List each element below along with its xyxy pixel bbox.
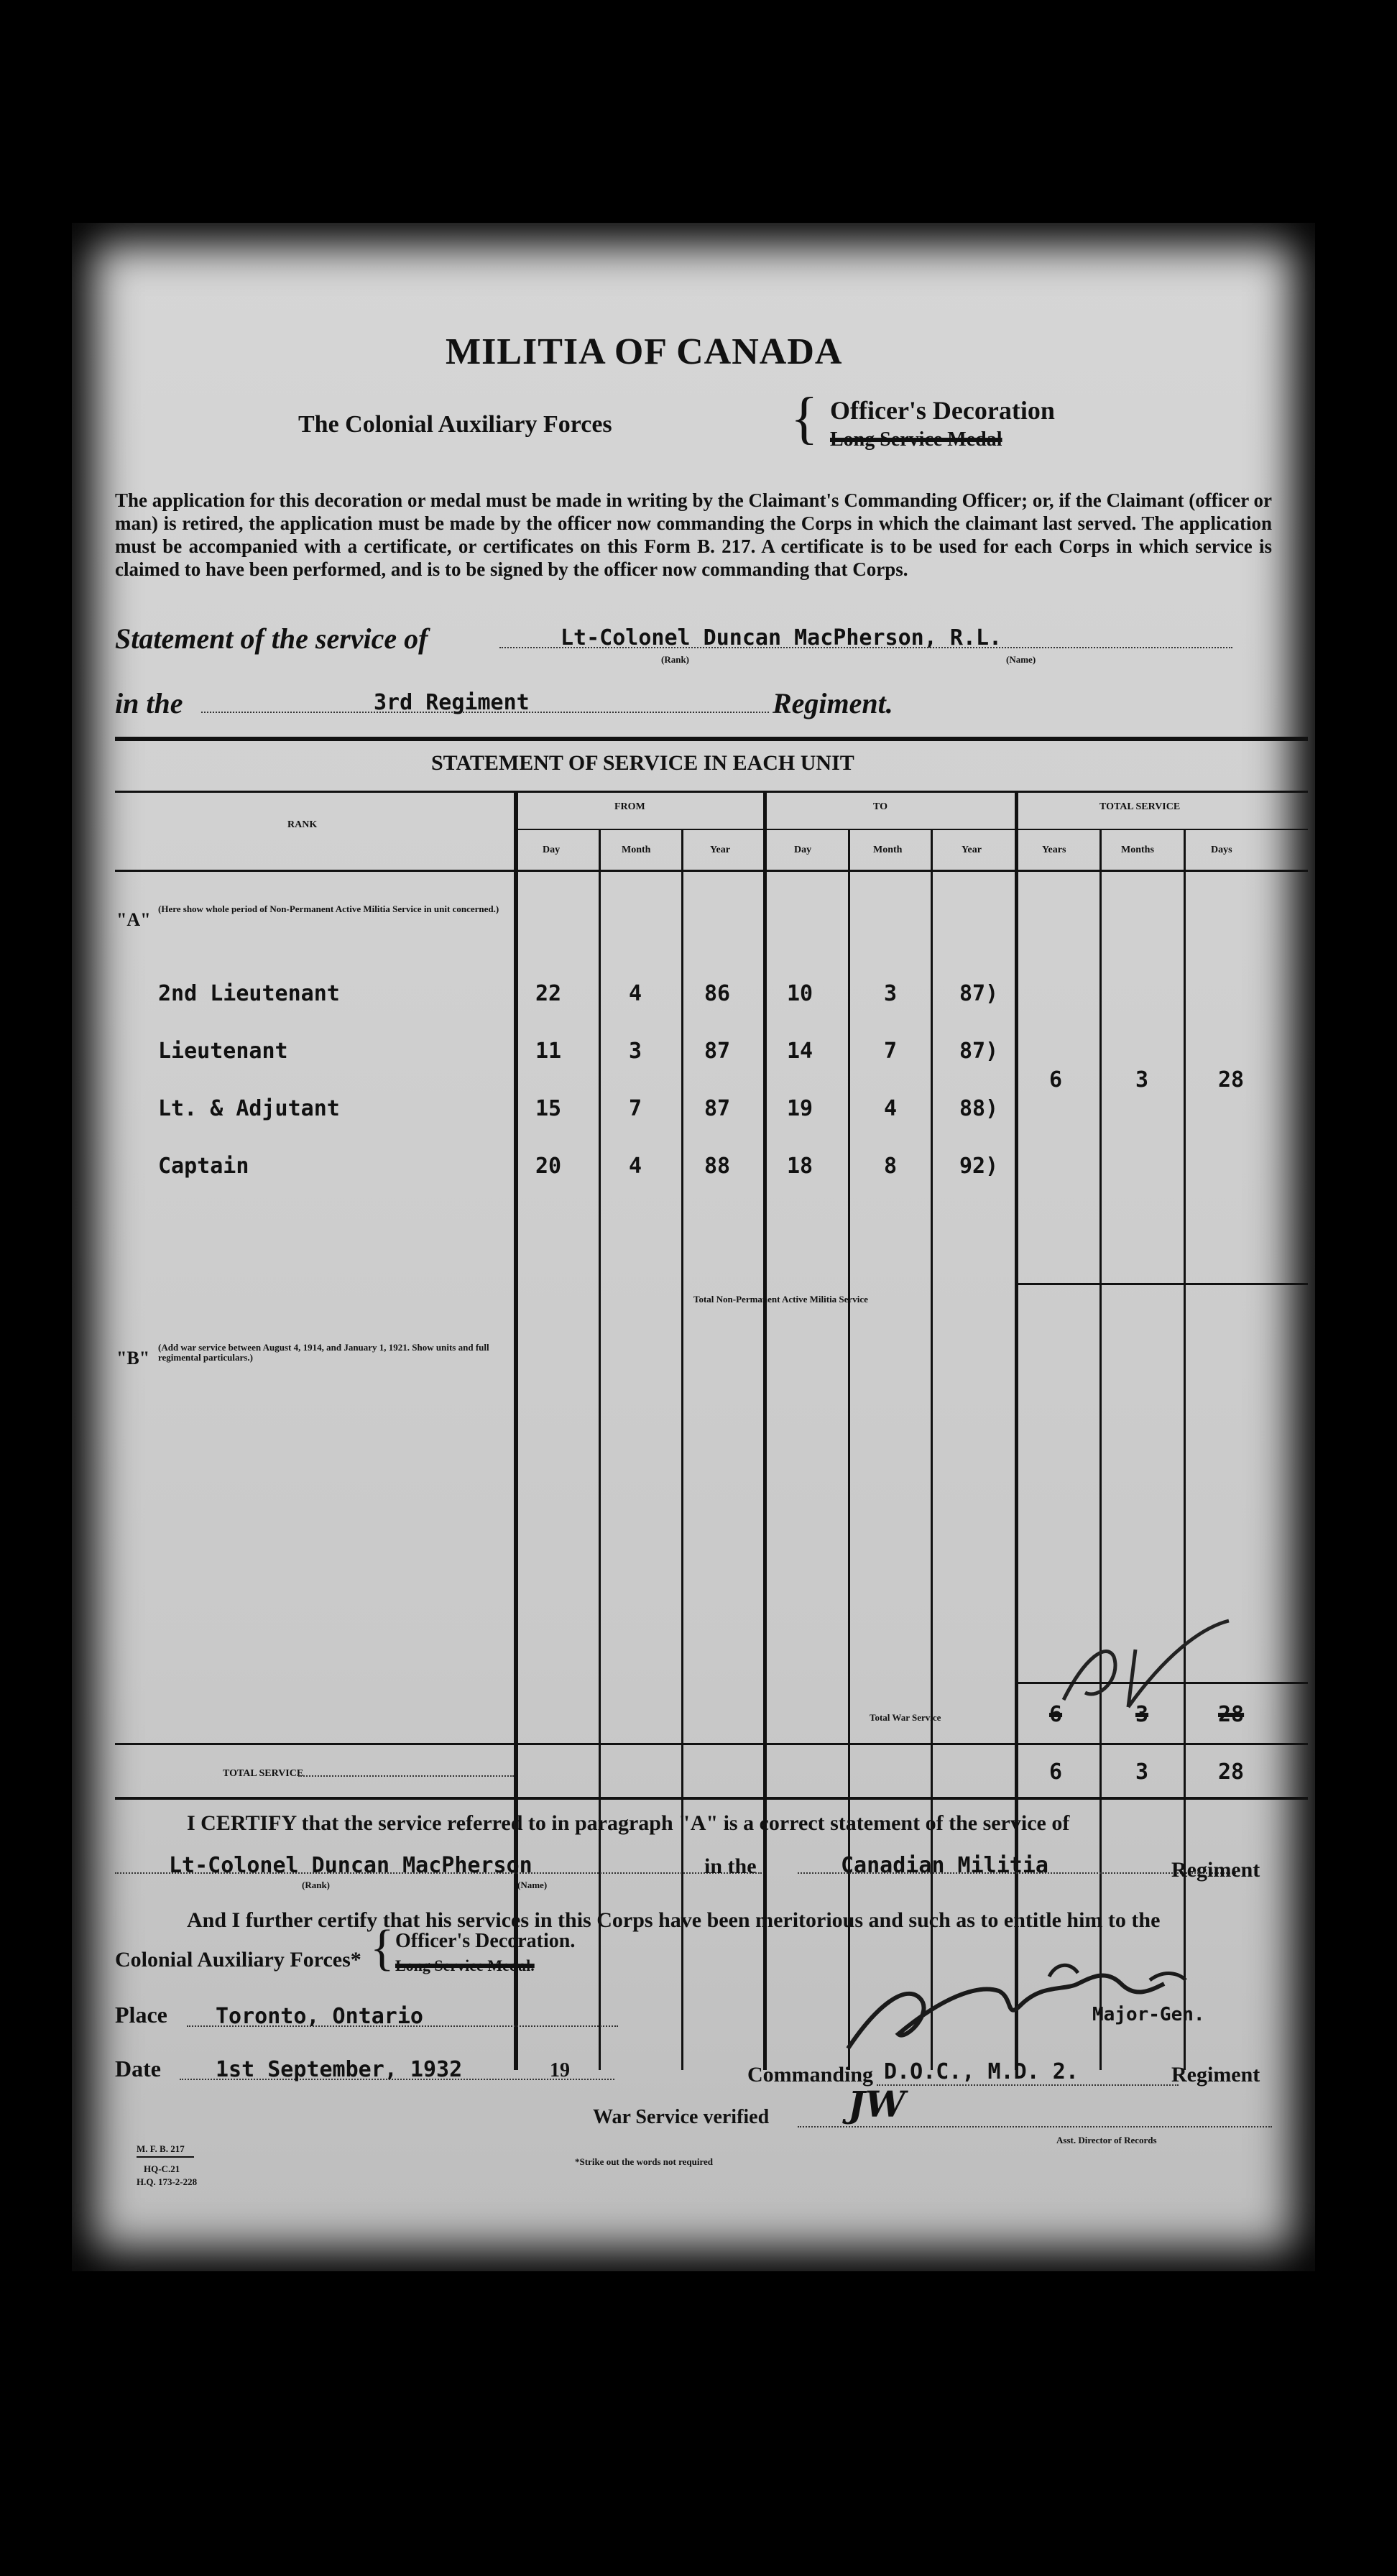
from-day-header: Day bbox=[543, 845, 561, 855]
total-service-label: TOTAL SERVICE bbox=[223, 1768, 304, 1779]
date-label: Date bbox=[115, 2056, 161, 2082]
total-rule bbox=[115, 1743, 1308, 1745]
grand-total-months: 3 bbox=[1135, 1760, 1149, 1785]
total-years-header: Years bbox=[1042, 845, 1066, 855]
war-service-label: Total War Service bbox=[870, 1712, 941, 1723]
certify-brace-icon: { bbox=[370, 1920, 395, 1976]
form-code: M. F. B. 217 bbox=[137, 2143, 185, 2154]
pencil-initials-mark bbox=[1056, 1614, 1243, 1714]
subheader-rule bbox=[516, 829, 1308, 830]
war-verified-line bbox=[798, 2126, 1272, 2128]
non-permanent-total-label: Total Non-Permanent Active Militia Service bbox=[693, 1294, 868, 1305]
certify-name-value: Lt-Colonel Duncan MacPherson bbox=[169, 1853, 532, 1878]
form-code-3: H.Q. 173-2-228 bbox=[137, 2176, 198, 2187]
row-from-month: 4 bbox=[629, 1154, 642, 1179]
header-bottom-rule bbox=[115, 870, 1308, 872]
col-divider bbox=[931, 830, 933, 2070]
form-code-2: HQ-C.21 bbox=[144, 2163, 180, 2174]
row-to-day: 10 bbox=[787, 981, 813, 1006]
to-year-header: Year bbox=[962, 845, 982, 855]
to-day-header: Day bbox=[794, 845, 812, 855]
to-month-header: Month bbox=[873, 845, 903, 855]
row-from-day: 20 bbox=[535, 1154, 562, 1179]
row-to-year: 87) bbox=[959, 981, 999, 1006]
signatory-rank: Major-Gen. bbox=[1092, 2004, 1205, 2025]
records-label: Asst. Director of Records bbox=[1056, 2135, 1157, 2145]
section-b-note: (Add war service between August 4, 1914, and January 1, 1921. Show units and full regimental particulars.) bbox=[158, 1342, 489, 1363]
row-from-year: 86 bbox=[704, 981, 731, 1006]
instructions-paragraph: The application for this decoration or medal must be made in writing by the Claimant's Commanding Officer; or, if the Claimant (officer or man) is retired, the application must be made by the officer now commanding the Corps in which the claimant last served. The application must be accompanied with a certificate, or certificates on this Form B. 217. A certificate is to be used for each Corps in which service is claimed to have been performed, and is to be signed by the officer now commanding that Corps. bbox=[115, 489, 1272, 580]
row-from-year: 87 bbox=[704, 1096, 731, 1121]
row-rank: Captain bbox=[158, 1154, 249, 1179]
row-to-month: 8 bbox=[884, 1154, 898, 1179]
table-top-rule bbox=[115, 737, 1308, 741]
total-service-header: TOTAL SERVICE bbox=[1099, 801, 1181, 812]
row-to-day: 14 bbox=[787, 1039, 813, 1064]
row-from-month: 3 bbox=[629, 1039, 642, 1064]
from-year-header: Year bbox=[710, 845, 730, 855]
officer-name-value: Lt-Colonel Duncan MacPherson, R.L. bbox=[561, 625, 1002, 650]
war-total-months: 3 bbox=[1135, 1702, 1149, 1727]
row-from-month: 7 bbox=[629, 1096, 642, 1121]
regiment-value: 3rd Regiment bbox=[374, 690, 530, 715]
place-label: Place bbox=[115, 2002, 167, 2028]
section-b-label: "B" bbox=[116, 1348, 150, 1368]
commanding-line bbox=[877, 2084, 1179, 2086]
strike-note: *Strike out the words not required bbox=[575, 2156, 713, 2167]
certify-unit-value: Canadian Militia bbox=[841, 1853, 1048, 1878]
total-days-header: Days bbox=[1211, 845, 1232, 855]
row-rank: Lt. & Adjutant bbox=[158, 1096, 340, 1121]
certify-forces: Colonial Auxiliary Forces* bbox=[115, 1948, 361, 1972]
war-subtotal-rule bbox=[1017, 1682, 1308, 1684]
certify-struck-medal: Long Service Medal. bbox=[395, 1956, 535, 1974]
col-divider-rank bbox=[514, 791, 518, 2070]
from-header: FROM bbox=[614, 801, 645, 812]
grand-total-days: 28 bbox=[1218, 1760, 1245, 1785]
regiment-label: Regiment. bbox=[773, 687, 893, 719]
decoration-option: Officer's Decoration bbox=[830, 396, 1055, 425]
col-divider-from bbox=[763, 791, 767, 2070]
total-a-years: 6 bbox=[1049, 1067, 1063, 1092]
from-month-header: Month bbox=[622, 845, 651, 855]
rank-header: RANK bbox=[287, 819, 318, 830]
date-suffix: 19 bbox=[550, 2059, 570, 2082]
certify-name-caption: (Name) bbox=[517, 1880, 548, 1890]
row-to-year: 87) bbox=[959, 1039, 999, 1064]
total-months-header: Months bbox=[1121, 845, 1154, 855]
in-the-label: in the bbox=[115, 687, 183, 719]
form-page bbox=[72, 223, 1315, 2271]
struck-medal-option: Long Service Medal bbox=[830, 428, 1002, 451]
col-divider-to bbox=[1015, 791, 1018, 2070]
total-a-days: 28 bbox=[1218, 1067, 1245, 1092]
row-from-year: 88 bbox=[704, 1154, 731, 1179]
certify-in-the: in the bbox=[704, 1854, 757, 1878]
row-from-month: 4 bbox=[629, 981, 642, 1006]
war-total-days: 28 bbox=[1218, 1702, 1245, 1727]
row-to-year: 88) bbox=[959, 1096, 999, 1121]
col-divider bbox=[599, 830, 601, 2070]
row-from-day: 22 bbox=[535, 981, 562, 1006]
total-service-line bbox=[298, 1775, 514, 1777]
row-to-day: 18 bbox=[787, 1154, 813, 1179]
certify-line-1: I CERTIFY that the service referred to in paragraph "A" is a correct statement of the service of bbox=[187, 1811, 1070, 1835]
statement-label: Statement of the service of bbox=[115, 622, 428, 655]
certify-regiment-word: Regiment bbox=[1171, 1858, 1260, 1882]
table-bottom-rule bbox=[115, 1797, 1308, 1800]
col-divider bbox=[1099, 830, 1102, 2070]
certify-decoration: Officer's Decoration. bbox=[395, 1930, 576, 1952]
row-from-day: 11 bbox=[535, 1039, 562, 1064]
commanding-value: D.O.C., M.D. 2. bbox=[884, 2059, 1079, 2084]
row-from-year: 87 bbox=[704, 1039, 731, 1064]
subtotal-rule bbox=[1017, 1283, 1308, 1285]
commanding-label: Commanding bbox=[747, 2063, 874, 2087]
certify-line-2: And I further certify that his services in this Corps have been meritorious and such as to entitle him to the bbox=[187, 1908, 1161, 1932]
form-code-rule bbox=[137, 2156, 194, 2158]
war-total-years: 6 bbox=[1049, 1702, 1063, 1727]
row-rank: Lieutenant bbox=[158, 1039, 288, 1064]
grand-total-years: 6 bbox=[1049, 1760, 1063, 1785]
place-value: Toronto, Ontario bbox=[216, 2004, 423, 2029]
war-verified-initials: JW bbox=[848, 2083, 905, 2125]
col-divider bbox=[1184, 830, 1186, 2070]
col-divider bbox=[848, 830, 850, 2070]
name-caption: (Name) bbox=[1006, 654, 1036, 665]
row-to-month: 7 bbox=[884, 1039, 898, 1064]
section-a-note: (Here show whole period of Non-Permanent Active Militia Service in unit concerned.) bbox=[158, 903, 499, 914]
table-heading: STATEMENT OF SERVICE IN EACH UNIT bbox=[431, 751, 854, 775]
row-from-day: 15 bbox=[535, 1096, 562, 1121]
col-divider bbox=[681, 830, 683, 2070]
war-verified-label: War Service verified bbox=[593, 2106, 770, 2128]
form-title: MILITIA OF CANADA bbox=[446, 331, 843, 372]
commanding-regiment-label: Regiment bbox=[1171, 2063, 1260, 2087]
section-a-label: "A" bbox=[116, 909, 151, 930]
row-to-month: 4 bbox=[884, 1096, 898, 1121]
row-to-month: 3 bbox=[884, 981, 898, 1006]
form-subtitle: The Colonial Auxiliary Forces bbox=[298, 411, 612, 438]
to-header: TO bbox=[873, 801, 887, 812]
brace-icon: { bbox=[790, 387, 819, 450]
row-to-year: 92) bbox=[959, 1154, 999, 1179]
row-to-day: 19 bbox=[787, 1096, 813, 1121]
date-value: 1st September, 1932 bbox=[216, 2057, 463, 2082]
rank-caption: (Rank) bbox=[661, 654, 690, 665]
total-a-months: 3 bbox=[1135, 1067, 1149, 1092]
row-rank: 2nd Lieutenant bbox=[158, 981, 340, 1006]
certify-rank-caption: (Rank) bbox=[302, 1880, 331, 1890]
table-header-rule bbox=[115, 791, 1308, 793]
